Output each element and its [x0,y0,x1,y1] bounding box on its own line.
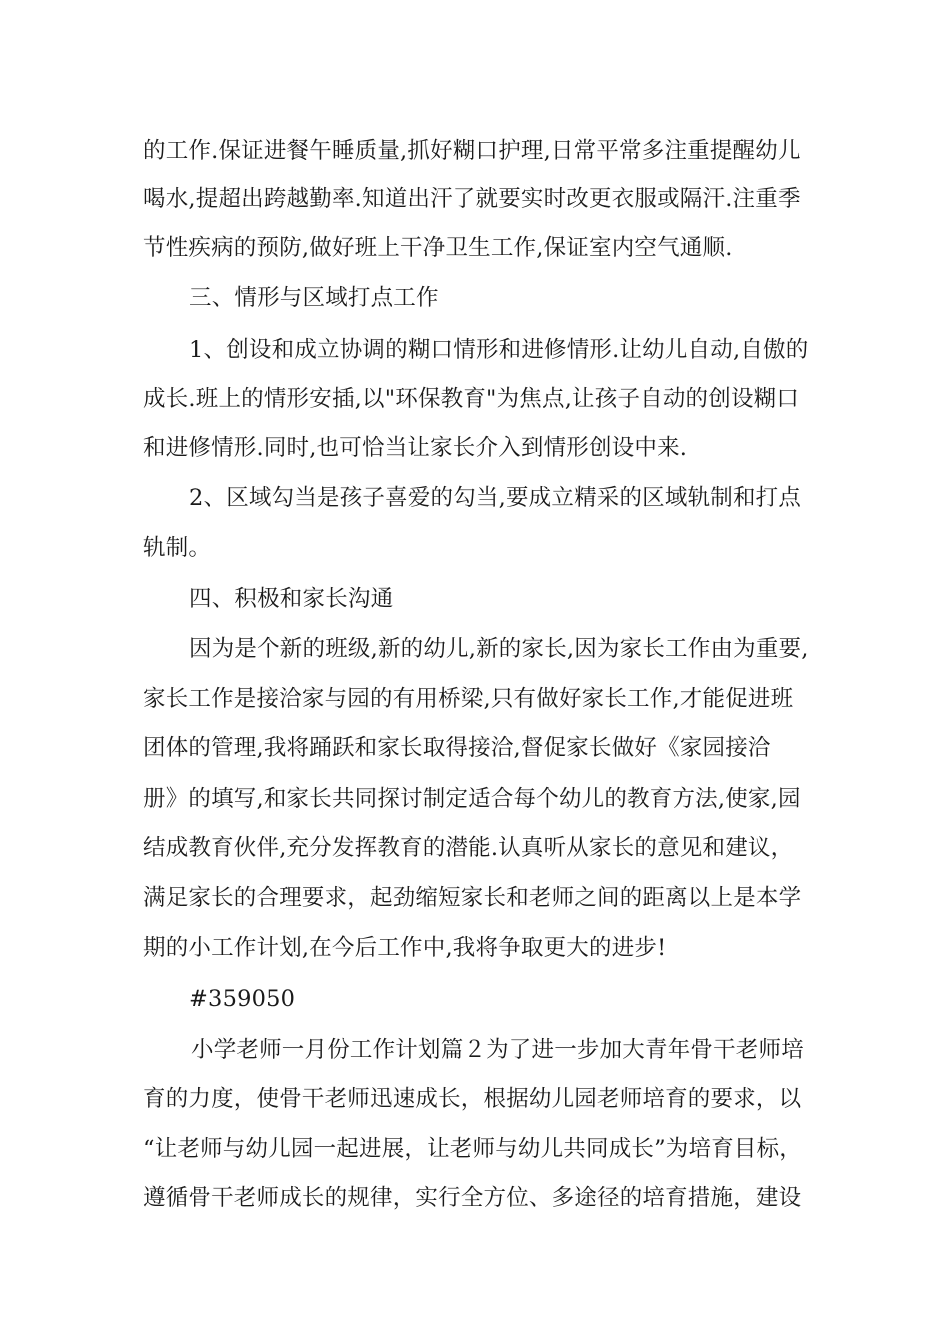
paragraph-line: 家长工作是接洽家与园的有用桥梁,只有做好家长工作,才能促进班 [143,686,794,712]
paragraph-line: 册》的填写,和家长共同探讨制定适合每个幼儿的教育方法,使家,园 [143,786,801,812]
paragraph-line: 满足家长的合理要求，起劲缩短家长和老师之间的距离以上是本学 [143,885,802,911]
paragraph-line: 和进修情形.同时,也可恰当让家长介入到情形创设中来. [143,435,688,461]
paragraph-line: 期的小工作计划,在今后工作中,我将争取更大的进步! [143,935,667,961]
section-heading: 四、积极和家长沟通 [189,586,394,612]
paragraph-line: 2、区域勾当是孩子喜爱的勾当,要成立精采的区域轨制和打点 [189,485,802,511]
paragraph-line: 的工作.保证进餐午睡质量,抓好糊口护理,日常平常多注重提醒幼儿 [143,138,801,164]
paragraph-line: 育的力度，使骨干老师迅速成长，根据幼儿园老师培育的要求，以 [143,1086,802,1112]
paragraph-line: 成长.班上的情形安插,以"环保教育"为焦点,让孩子自动的创设糊口 [143,386,800,412]
paragraph-line: 喝水,提超出跨越勤率.知道出汗了就要实时改更衣服或隔汗.注重季 [143,186,801,212]
paragraph-line: 团体的管理,我将踊跃和家长取得接洽,督促家长做好《家园接洽 [143,735,771,761]
paragraph-line: 1、创设和成立协调的糊口情形和进修情形.让幼儿自动,自傲的 [189,337,809,363]
paragraph-line: 小学老师一月份工作计划篇２为了进一步加大青年骨干老师培 [191,1037,804,1063]
document-id: #359050 [189,986,296,1012]
paragraph-line: 因为是个新的班级,新的幼儿,新的家长,因为家长工作由为重要, [189,636,809,662]
paragraph-line: 轨制。 [143,535,212,561]
paragraph-line: “让老师与幼儿园一起进展，让老师与幼儿共同成长”为培育目标， [143,1136,803,1162]
section-heading: 三、情形与区域打点工作 [189,285,439,311]
paragraph-line: 节性疾病的预防,做好班上干净卫生工作,保证室内空气通顺. [143,235,733,261]
paragraph-line: 结成教育伙伴,充分发挥教育的潜能.认真听从家长的意见和建议， [143,835,794,861]
paragraph-line: 遵循骨干老师成长的规律，实行全方位、多途径的培育措施，建设 [143,1185,802,1211]
